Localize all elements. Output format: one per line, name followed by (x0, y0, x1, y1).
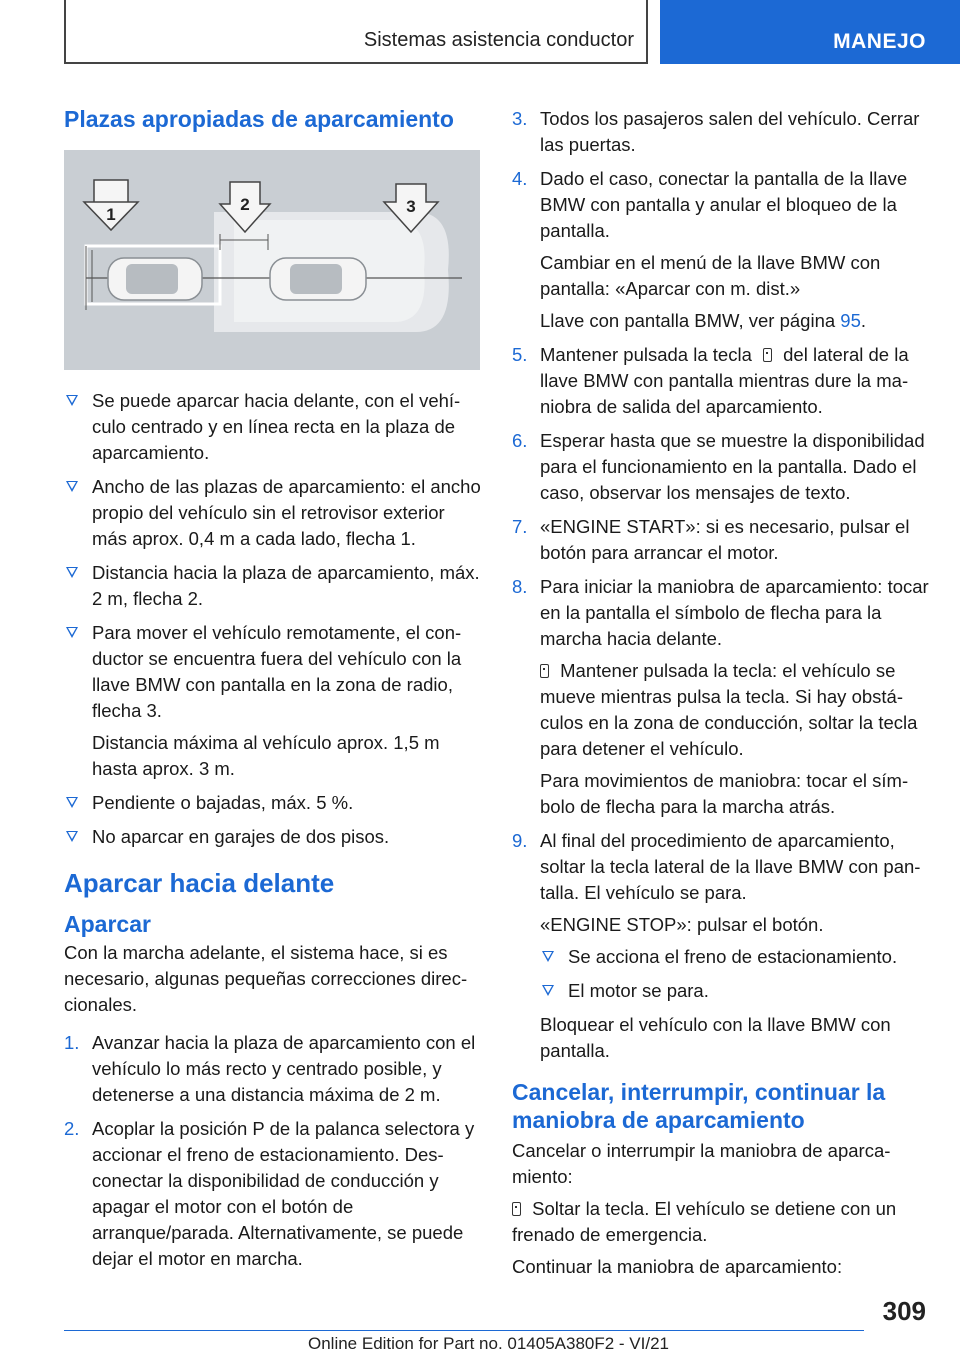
right-column (512, 106, 930, 1286)
cancel-paragraph: Soltar la tecla. El vehículo se detiene con un frenado de emergencia. (512, 1198, 897, 1245)
bullet-triangle-icon (66, 627, 78, 638)
footer-edition: Online Edition for Part no. 01405A380F2 - VI/21 (308, 1334, 670, 1353)
step-item: 6. Esperar hasta que se muestre la disponibilidad para el funcionamiento en la pantalla. Dado el caso, observar los mensajes de texto. (512, 430, 925, 503)
arrow-3-label: 3 (406, 197, 416, 216)
parking-conditions-list (64, 388, 484, 850)
list-item-note: Distancia máxima al vehículo aprox. 1,5 m hasta aprox. 3 m. (92, 732, 440, 779)
step-item: 3. Todos los pasajeros salen del vehículo. Cerrar las puertas. (512, 108, 920, 155)
list-item: Ancho de las plazas de aparcamiento: el ancho propio del vehículo sin el retrovisor exterior más aprox. 0,4 m a cada lado, flecha 1. (64, 474, 484, 552)
key-side-button-icon (540, 664, 549, 678)
step-item: 5. Mantener pulsada la tecla del lateral de la llave BMW con pantalla mientras dure la maniobra de salida del aparcamiento. (512, 344, 909, 417)
bullet-triangle-icon (66, 831, 78, 842)
list-item: El motor se para. (540, 978, 930, 1004)
step-item: 8. Para iniciar la maniobra de aparcamiento: tocar en la pantalla el símbolo de flecha para la marcha hacia delante. Mantener pulsada la tecla: el vehículo se mueve mientras pulsa la tecla. Si hay obstáculos en la zona de conducción, soltar la tecla para detener el vehículo. Para movimientos de maniobra: tocar el símbolo de flecha para la marcha atrás. (512, 576, 929, 817)
step-item: 9. Al final del procedimiento de aparcamiento, soltar la tecla lateral de la llave BMW con pantalla. El vehículo se para. «ENGINE STOP»: pulsar el botón. Se acciona el freno de estacionamiento. El motor se para. Bloquear el vehículo con la llave BMW con pantalla. (512, 828, 930, 1064)
bullet-triangle-icon (542, 951, 554, 962)
header-chapter-label: MANEJO (833, 30, 926, 53)
arrow-2-label: 2 (240, 195, 250, 214)
page-number: 309 (882, 1296, 926, 1326)
parking-diagram (64, 150, 480, 370)
step-item: 1. Avanzar hacia la plaza de aparcamiento con el vehículo lo más recto y centrado posible, y detenerse a una distancia máxima de 2 m. (64, 1032, 476, 1105)
cancel-paragraph: Cancelar o interrumpir la maniobra de aparcamiento: (512, 1140, 891, 1187)
list-item: Se puede aparcar hacia delante, con el vehículo centrado y en línea recta en la plaza de aparcamiento. (64, 388, 484, 466)
step-number: 7. (512, 516, 528, 537)
step-number: 5. (512, 344, 528, 365)
list-item: No aparcar en garajes de dos pisos. (64, 824, 484, 850)
steps-list-left (64, 1030, 484, 1272)
header-section-box (64, 0, 648, 64)
step-item: 4. Dado el caso, conectar la pantalla de la llave BMW con pantalla y anular el bloqueo de la pantalla. Cambiar en el menú de la llave BMW con pantalla: «Aparcar con m. dist.» Llave con pantalla BMW, ver página 95. (512, 168, 908, 331)
bullet-triangle-icon (66, 395, 78, 406)
footer-divider (64, 1330, 864, 1331)
step-number: 6. (512, 430, 528, 451)
step-number: 2. (64, 1118, 80, 1139)
header-chapter-tab[interactable] (660, 0, 960, 64)
bullet-triangle-icon (66, 797, 78, 808)
key-side-button-icon (763, 348, 772, 362)
heading-park: Aparcar (64, 911, 151, 937)
bullet-triangle-icon (66, 481, 78, 492)
heading-forward-parking: Aparcar hacia delante (64, 868, 335, 898)
step-number: 8. (512, 576, 528, 597)
bullet-triangle-icon (66, 567, 78, 578)
step-number: 4. (512, 168, 528, 189)
steps-list-right (512, 106, 930, 1064)
heading-cancel: Cancelar, interrumpir, continuar la maniobra de aparcamiento (512, 1079, 886, 1133)
bullet-triangle-icon (542, 985, 554, 996)
continue-paragraph: Continuar la maniobra de aparcamiento: (512, 1256, 843, 1277)
heading-parking-spaces: Plazas apropiadas de aparcamiento (64, 106, 454, 132)
arrow-1-label: 1 (106, 205, 116, 224)
key-side-button-icon (512, 1202, 521, 1216)
header-section-title: Sistemas asistencia conductor (363, 29, 634, 51)
step-number: 3. (512, 108, 528, 129)
list-item: Se acciona el freno de estacionamiento. (540, 944, 930, 970)
step-number: 9. (512, 830, 528, 851)
step-number: 1. (64, 1032, 80, 1053)
intro-paragraph: Con la marcha adelante, el sistema hace, si es necesario, algunas pequeñas correcciones direccionales. (64, 942, 468, 1015)
stop-results-list (540, 944, 930, 1004)
page-header (0, 0, 960, 66)
list-item: Pendiente o bajadas, máx. 5 %. (64, 790, 484, 816)
list-item: Para mover el vehículo remotamente, el conductor se encuentra fuera del vehículo con la llave BMW con pantalla en la zona de radio, flecha 3. Distancia máxima al vehículo aprox. 1,5 m hasta aprox. 3 m. (64, 620, 484, 782)
page-link[interactable]: 95 (840, 310, 861, 331)
list-item: Distancia hacia la plaza de aparcamiento, máx. 2 m, flecha 2. (64, 560, 484, 612)
step-item: 2. Acoplar la posición P de la palanca selectora y accionar el freno de estacionamiento. Desconectar la disponibilidad de conducción y apagar el motor con el botón de arranque/parada. Alternativamente, se puede dejar el motor en marcha. (64, 1118, 475, 1269)
step-item: 7. «ENGINE START»: si es necesario, pulsar el botón para arrancar el motor. (512, 516, 910, 563)
left-column (64, 96, 484, 1280)
